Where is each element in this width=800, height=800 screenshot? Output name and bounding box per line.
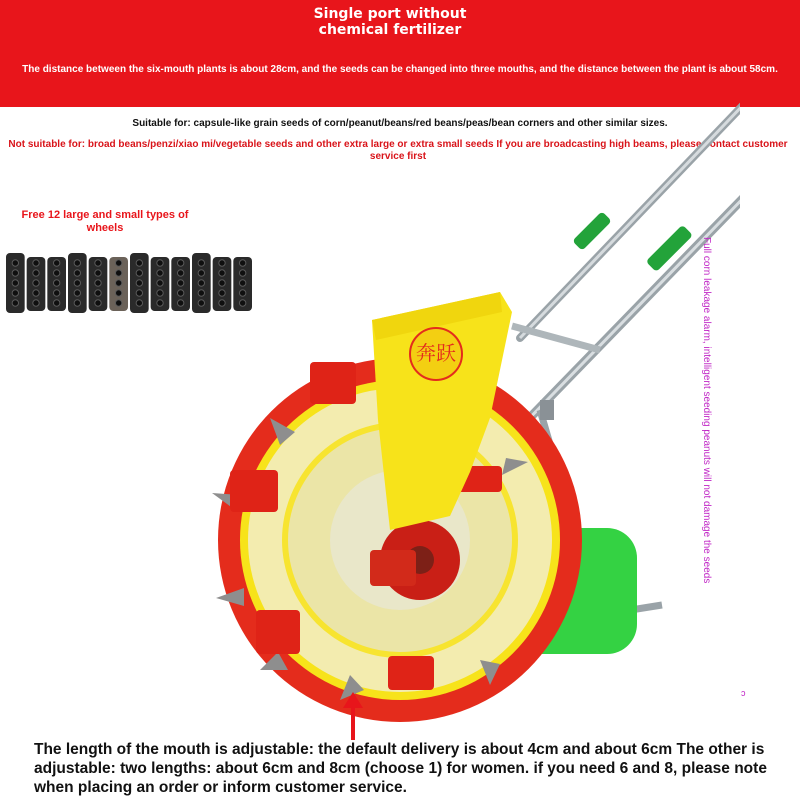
banner-title-line2: chemical fertilizer bbox=[318, 22, 462, 38]
seeder-illustration bbox=[200, 100, 740, 740]
wheel-sample-icon bbox=[89, 257, 108, 311]
banner-description: The distance between the six-mouth plants is about 28cm, and the seeds can be changed into three mouths, and the distance between the plant is about 58cm. bbox=[22, 64, 778, 75]
banner-title-line1: Single port without bbox=[313, 6, 467, 22]
wheel-sample-icon bbox=[68, 253, 87, 313]
free-wheels-title: Free 12 large and small types of wheels bbox=[21, 209, 189, 234]
wheel-sample-icon bbox=[6, 253, 25, 313]
wheel-sample-icon bbox=[27, 257, 46, 311]
side-feature-note: Full corn leakage alarm, intelligent seeding peanuts will not damage the seeds bbox=[701, 237, 712, 584]
footer-adjustable-note: The length of the mouth is adjustable: the default delivery is about 4cm and about 6cm The other is adjustable: two lengths: about 6cm and 8cm (choose 1) for women. if you need 6 and 8, please note when placing an order or inform customer service. bbox=[34, 741, 767, 796]
wheel-sample-icon bbox=[151, 257, 170, 311]
corner-mark: ɔ bbox=[741, 688, 746, 698]
grip-right bbox=[646, 225, 693, 272]
wheel-sample-icon bbox=[109, 257, 128, 311]
wheel-sample-icon bbox=[130, 253, 149, 313]
banner-title bbox=[270, 6, 510, 38]
wheel-sample-icon bbox=[171, 257, 190, 311]
header-banner bbox=[0, 0, 800, 107]
brand-logo-text: 奔跃 bbox=[416, 341, 456, 365]
not-suitable-for-text: Not suitable for: broad beans/penzi/xiao mi/vegetable seeds and other extra large or extra small seeds If you are broadcasting high beams, please contact customer service first bbox=[8, 139, 788, 162]
wheel-sample-icon bbox=[47, 257, 66, 311]
suitable-for-text: Suitable for: capsule-like grain seeds of corn/peanut/beans/red beans/peas/bean corners and other similar sizes. bbox=[132, 118, 668, 129]
